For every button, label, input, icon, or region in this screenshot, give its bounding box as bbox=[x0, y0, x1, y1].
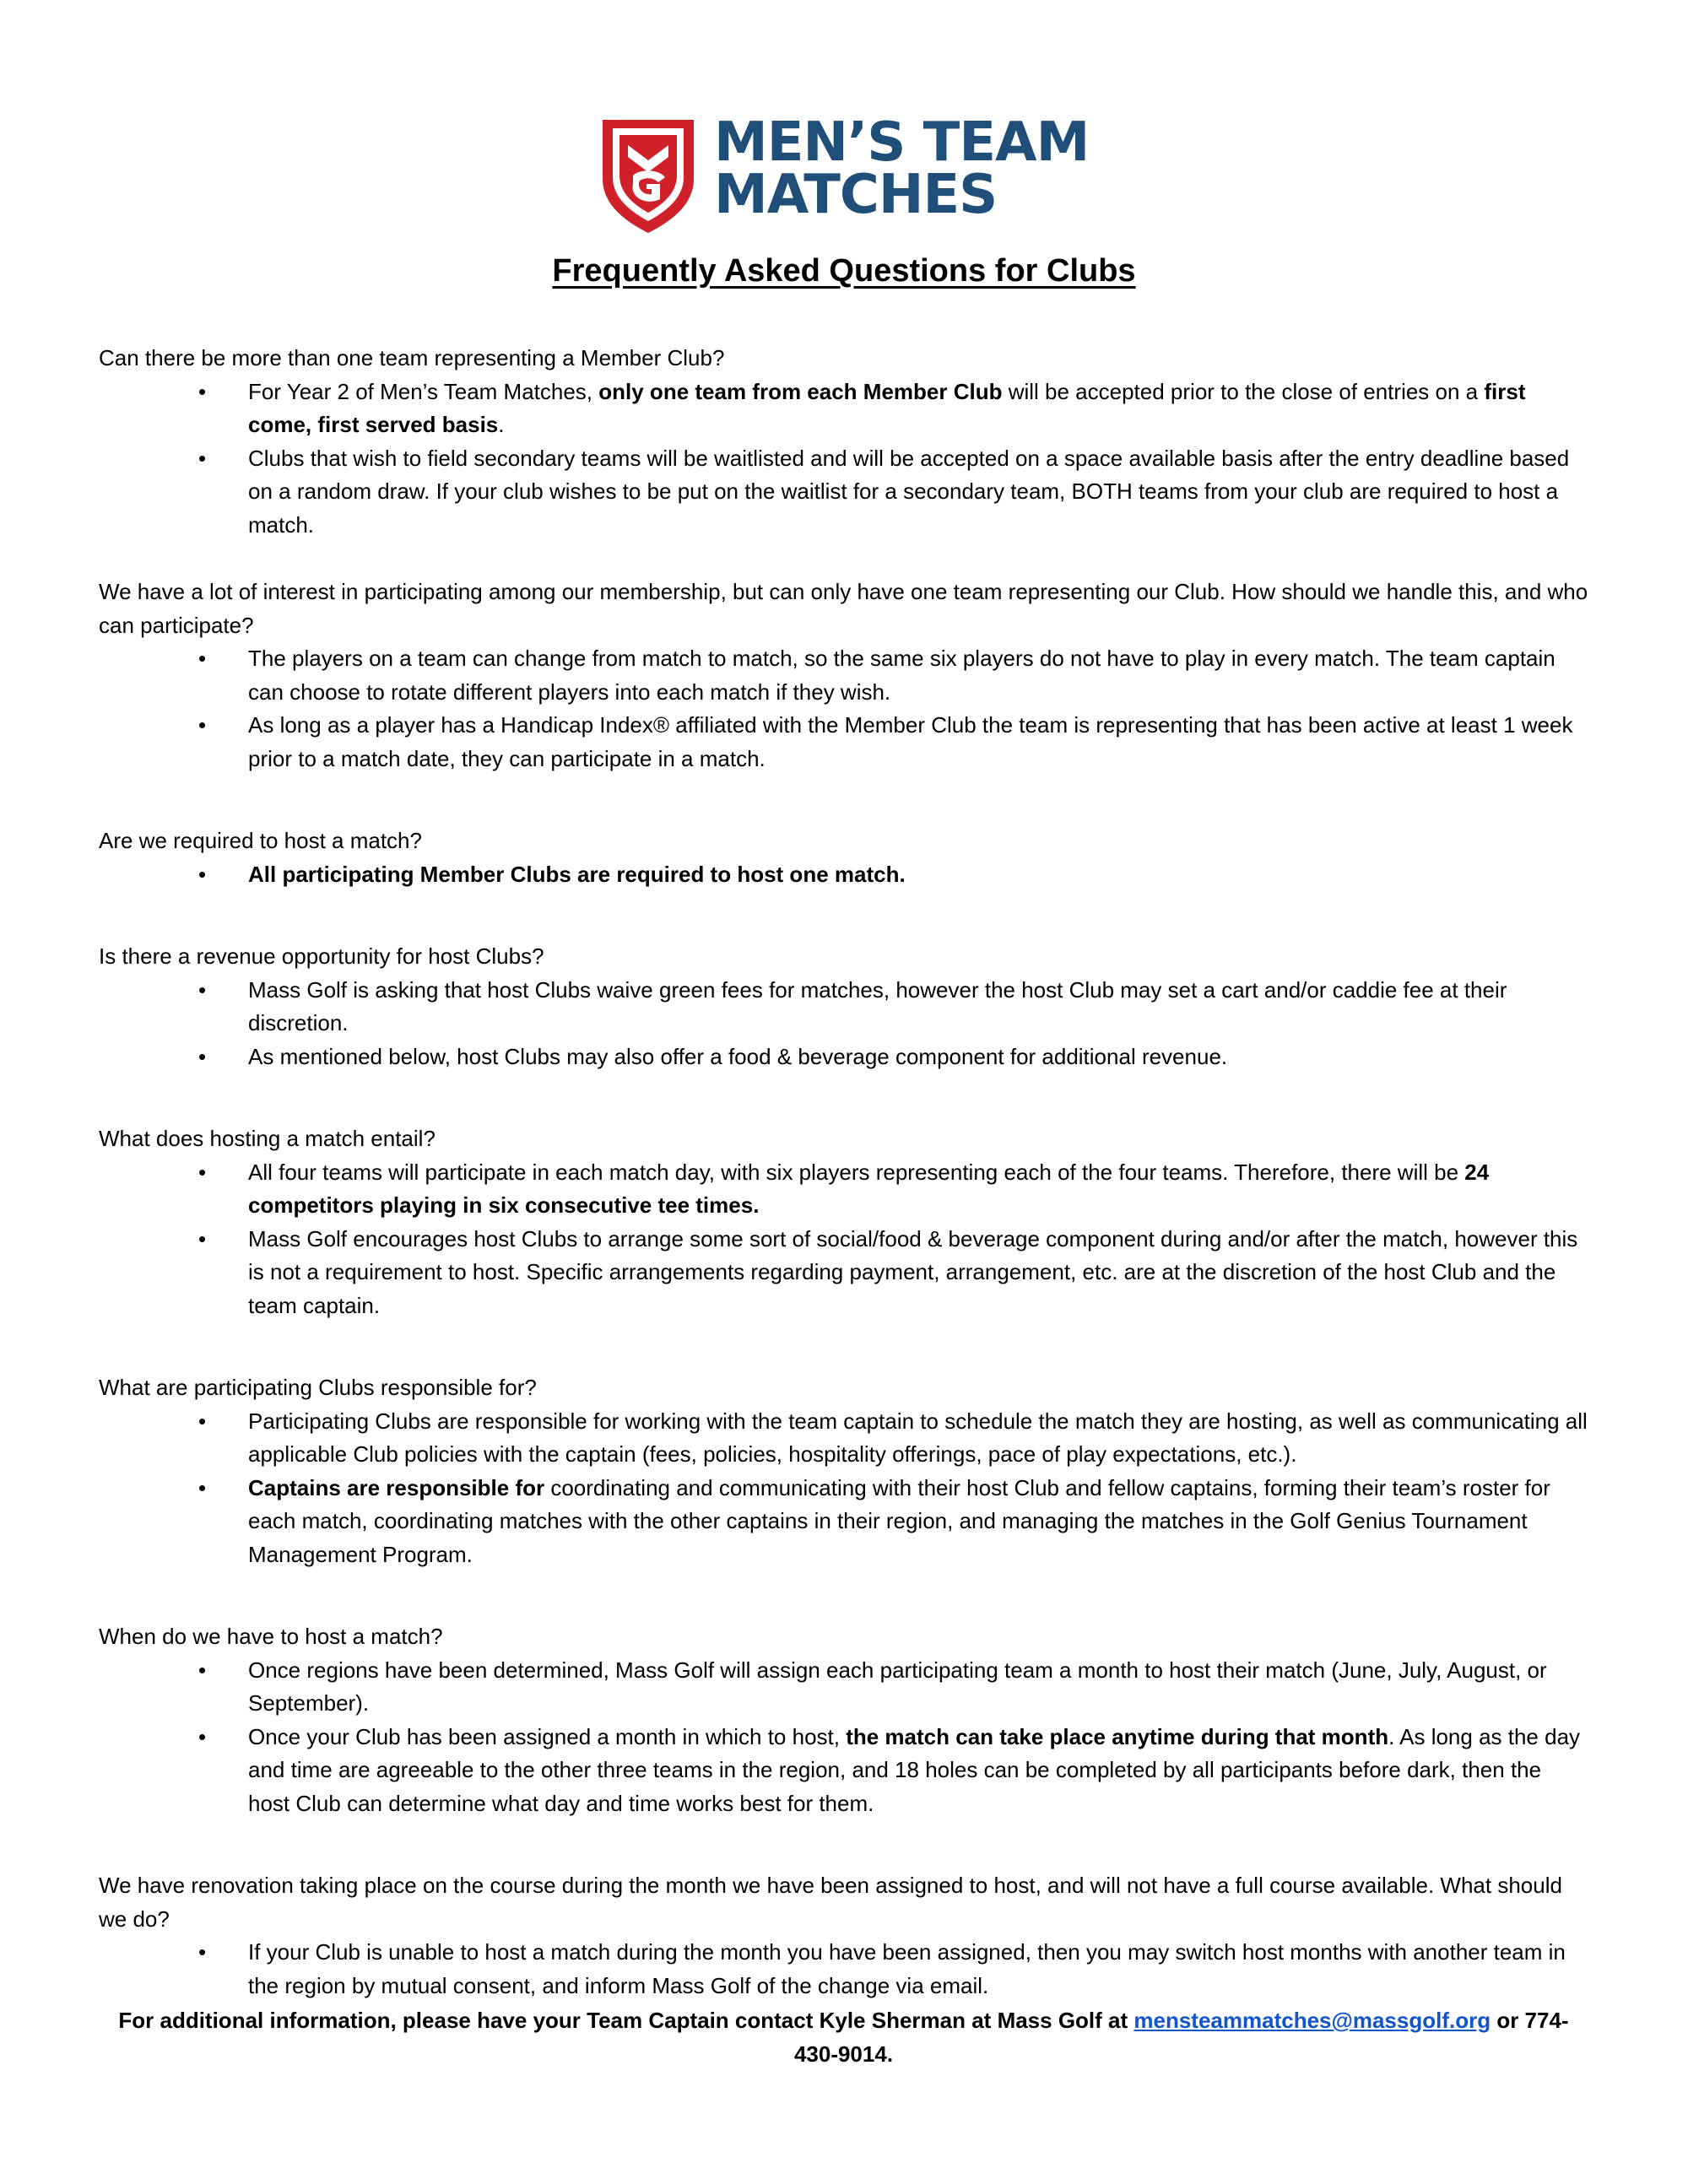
faq-answers bbox=[99, 1654, 1588, 1821]
contact-email-link[interactable]: mensteammatches@massgolf.org bbox=[1133, 2008, 1491, 2033]
faq-answers bbox=[99, 974, 1588, 1074]
logo-wordmark bbox=[714, 111, 1090, 226]
faq-list bbox=[99, 342, 1588, 2003]
faq-answers bbox=[99, 1156, 1588, 1323]
faq-answer: • As mentioned below, host Clubs may also offer a food & beverage component for additional revenue. bbox=[99, 1041, 1588, 1074]
faq-question: We have a lot of interest in participating among our membership, but can only have one team representing our Club. How should we handle this, and who can participate? bbox=[99, 579, 1588, 638]
page-title: Frequently Asked Questions for Clubs bbox=[552, 253, 1136, 289]
logo-line-2: MATCHES bbox=[714, 164, 998, 226]
faq-item bbox=[99, 1371, 1588, 1571]
faq-answer: • As long as a player has a Handicap Index® affiliated with the Member Club the team is representing that has been active at least 1 week prior to a match date, they can participate in a match. bbox=[99, 709, 1588, 776]
faq-question: What are participating Clubs responsible for? bbox=[99, 1375, 537, 1400]
faq-answers bbox=[99, 1936, 1588, 2003]
shield-icon bbox=[599, 116, 697, 235]
faq-item bbox=[99, 576, 1588, 776]
faq-item bbox=[99, 1620, 1588, 1820]
faq-answer: • All participating Member Clubs are required to host one match. bbox=[99, 858, 1588, 892]
faq-item bbox=[99, 1869, 1588, 2003]
faq-answer: • Mass Golf is asking that host Clubs waive green fees for matches, however the host Club may set a cart and/or caddie fee at their discretion. bbox=[99, 974, 1588, 1041]
faq-item bbox=[99, 940, 1588, 1073]
faq-question: Is there a revenue opportunity for host Clubs? bbox=[99, 943, 544, 969]
mens-team-matches-logo bbox=[599, 111, 1106, 235]
faq-answer: • The players on a team can change from match to match, so the same six players do not have to play in every match. The team captain can choose to rotate different players into each match if they wish. bbox=[99, 642, 1588, 709]
faq-answer: • Once regions have been determined, Mass Golf will assign each participating team a month to host their match (June, July, August, or September). bbox=[99, 1654, 1588, 1721]
faq-item bbox=[99, 824, 1588, 891]
faq-question: Are we required to host a match? bbox=[99, 828, 422, 853]
faq-item bbox=[99, 1122, 1588, 1322]
faq-answer: • All four teams will participate in each match day, with six players representing each of the four teams. Therefore, there will be 24 competitors playing in six consecutive tee times. bbox=[99, 1156, 1588, 1223]
logo-line-1: MEN’S TEAM bbox=[714, 111, 1090, 174]
faq-answer: • Participating Clubs are responsible for working with the team captain to schedule the match they are hosting, as well as communicating all applicable Club policies with the captain (fees, policies, hospitality offerings, pace of play expectations, etc.). bbox=[99, 1405, 1588, 1472]
faq-answer: • For Year 2 of Men’s Team Matches, only one team from each Member Club will be accepted prior to the close of entries on a first come, first served basis. bbox=[99, 376, 1588, 442]
faq-answer: • If your Club is unable to host a match during the month you have been assigned, then you may switch host months with another team in the region by mutual consent, and inform Mass Golf of the change via email. bbox=[99, 1936, 1588, 2003]
faq-answer: • Clubs that wish to field secondary teams will be waitlisted and will be accepted on a space available basis after the entry deadline based on a random draw. If your club wishes to be put on the waitlist for a secondary team, BOTH teams from your club are required to host a match. bbox=[99, 442, 1588, 543]
faq-answers bbox=[99, 1405, 1588, 1572]
faq-answer: • Mass Golf encourages host Clubs to arrange some sort of social/food & beverage component during and/or after the match, however this is not a requirement to host. Specific arrangements regarding payment, arrangement, etc. are at the discretion of the host Club and the team captain. bbox=[99, 1223, 1588, 1323]
faq-question: We have renovation taking place on the course during the month we have been assigned to host, and will not have a full course available. What should we do? bbox=[99, 1873, 1562, 1932]
faq-answer: • Once your Club has been assigned a month in which to host, the match can take place anytime during that month. As long as the day and time are agreeable to the other three teams in the region, and 18 holes can be completed by all participants before dark, then the host Club can determine what day and time works best for them. bbox=[99, 1721, 1588, 1821]
faq-item bbox=[99, 342, 1588, 542]
footer-phone-text: or 774-430-9014. bbox=[793, 2008, 1569, 2067]
faq-answers bbox=[99, 642, 1588, 776]
contact-footer bbox=[99, 2004, 1588, 2071]
faq-question: Can there be more than one team representing a Member Club? bbox=[99, 345, 725, 370]
faq-question: When do we have to host a match? bbox=[99, 1624, 443, 1649]
faq-question: What does hosting a match entail? bbox=[99, 1126, 436, 1151]
faq-answer: • Captains are responsible for coordinating and communicating with their host Club and fellow captains, forming their team’s roster for each match, coordinating matches with the other captains in their region, and managing the matches in the Golf Genius Tournament Management Program. bbox=[99, 1472, 1588, 1572]
faq-answers bbox=[99, 376, 1588, 543]
faq-answers bbox=[99, 858, 1588, 892]
footer-text: For additional information, please have your Team Captain contact Kyle Sherman at Mass Golf at bbox=[118, 2008, 1134, 2033]
